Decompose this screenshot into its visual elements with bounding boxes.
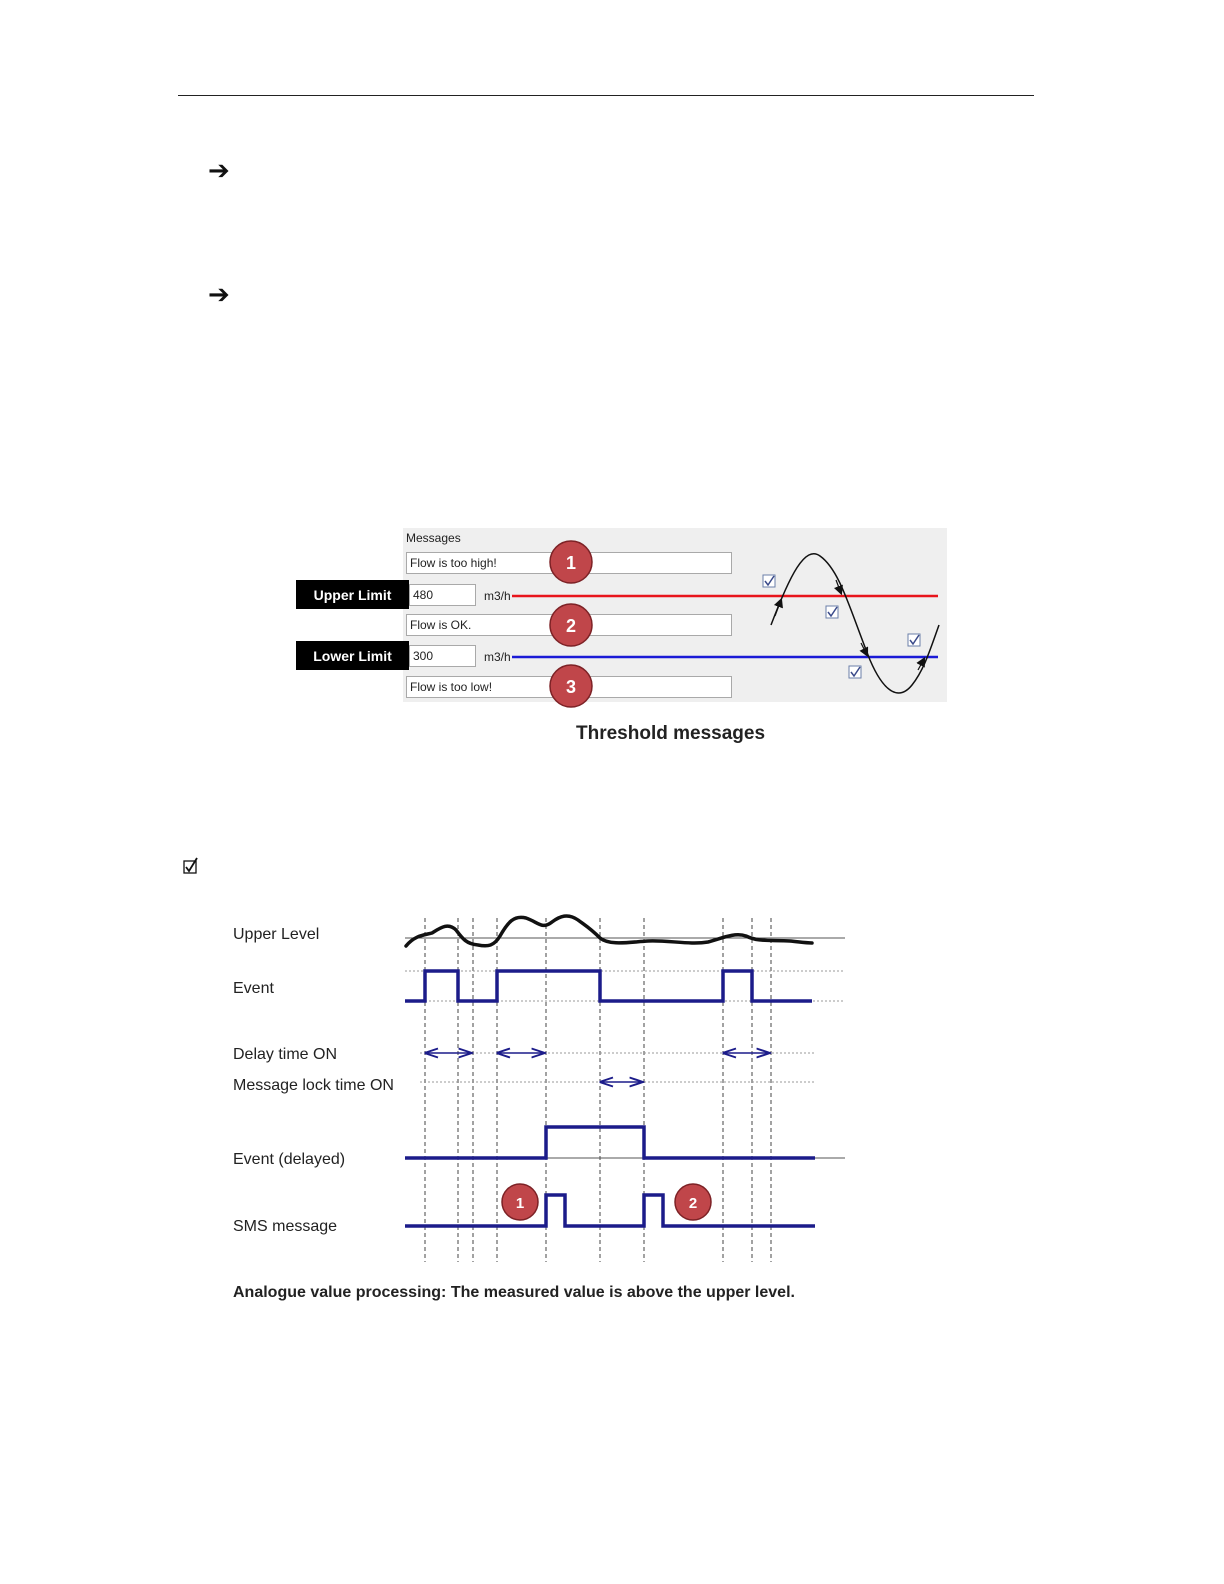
- bullet-arrow-icon: ➔: [208, 280, 230, 310]
- svg-text:2: 2: [688, 1195, 698, 1212]
- lower-limit-label: Lower Limit: [296, 641, 409, 670]
- message-high-field[interactable]: Flow is too high!: [406, 552, 732, 574]
- checkbox-icon[interactable]: [908, 634, 920, 646]
- svg-text:3: 3: [565, 677, 577, 697]
- measured-value-curve: [406, 916, 812, 946]
- message-marker-2: [550, 604, 592, 646]
- note-checkbox-icon: [184, 858, 197, 873]
- svg-text:2: 2: [565, 616, 577, 636]
- messages-section-title: Messages: [406, 531, 461, 545]
- lower-limit-input[interactable]: 300: [409, 645, 476, 667]
- event-signal: [405, 971, 812, 1001]
- timing-guides: [405, 971, 845, 1082]
- delay-time-label: Delay time ON: [233, 1046, 338, 1063]
- sms-marker-2: [675, 1184, 711, 1220]
- upper-limit-label: Upper Limit: [296, 580, 409, 609]
- upper-level-label: Upper Level: [233, 926, 320, 943]
- sms-message-label: SMS message: [233, 1218, 338, 1235]
- lower-unit-label: m3/h: [484, 650, 511, 664]
- message-marker-1: [550, 541, 592, 583]
- lock-time-label: Message lock time ON: [233, 1077, 394, 1094]
- sms-marker-1: [502, 1184, 538, 1220]
- event-label: Event: [233, 980, 274, 997]
- bullet-arrow-icon: ➔: [208, 156, 230, 186]
- threshold-caption: Threshold messages: [576, 723, 766, 744]
- upper-unit-label: m3/h: [484, 589, 511, 603]
- crossing-arrow-icon: [836, 580, 841, 593]
- message-marker-3: [550, 665, 592, 707]
- timing-caption: Analogue value processing: The measured value is above the upper level.: [233, 1284, 795, 1301]
- event-delayed-label: Event (delayed): [233, 1151, 346, 1168]
- svg-text:1: 1: [515, 1195, 525, 1212]
- crossing-arrow-icon: [775, 600, 781, 616]
- checkbox-icon[interactable]: [849, 666, 861, 678]
- checkbox-icon[interactable]: [763, 575, 775, 587]
- upper-limit-input[interactable]: 480: [409, 584, 476, 606]
- message-low-field[interactable]: Flow is too low!: [406, 676, 732, 698]
- event-delayed-signal: [405, 1127, 815, 1158]
- message-ok-field[interactable]: Flow is OK.: [406, 614, 732, 636]
- svg-text:1: 1: [565, 553, 577, 573]
- sms-signal: [405, 1195, 815, 1226]
- checkbox-icon[interactable]: [826, 606, 838, 618]
